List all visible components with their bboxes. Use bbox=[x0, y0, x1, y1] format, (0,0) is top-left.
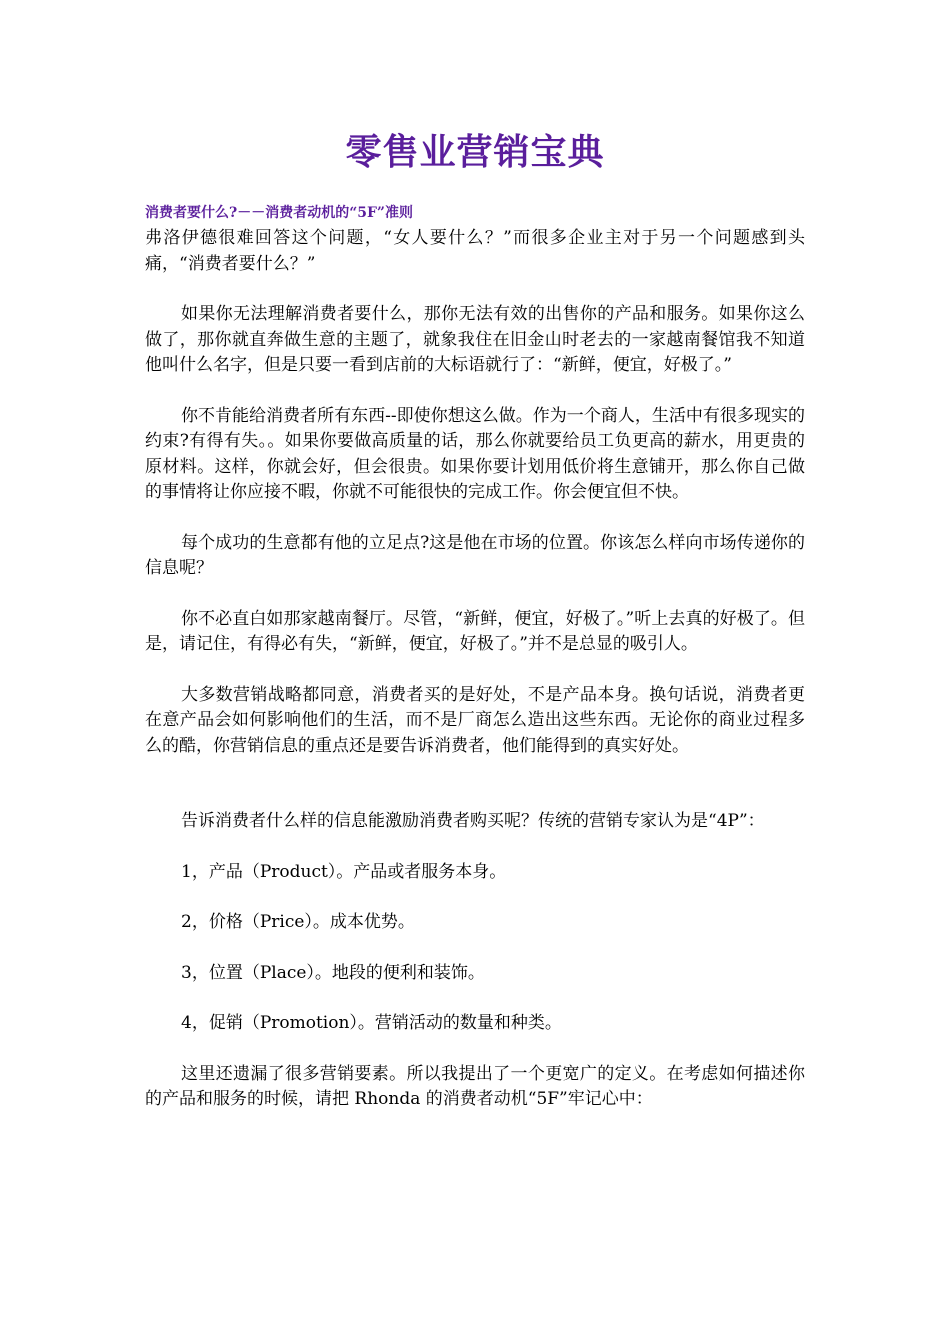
paragraph-5: 你不必直白如那家越南餐厅。尽管，“新鲜，便宜，好极了。”听上去真的好极了。但是，请记住，有得必有失，“新鲜，便宜，好极了。”并不是总显的吸引人。 bbox=[145, 608, 805, 654]
paragraph-8: 这里还遗漏了很多营销要素。所以我提出了一个更宽广的定义。在考虑如何描述你的产品和服务的时候，请把 Rhonda 的消费者动机“5F”牢记心中： bbox=[145, 1063, 805, 1109]
paragraph-4: 每个成功的生意都有他的立足点?这是他在市场的位置。你该怎么样向市场传递你的信息呢？ bbox=[145, 532, 805, 578]
document-title: 零售业营销宝典 bbox=[345, 131, 605, 173]
list-item-price: 2，价格（Price）。成本优势。 bbox=[181, 912, 415, 932]
paragraph-7: 告诉消费者什么样的信息能激励消费者购买呢？传统的营销专家认为是“4P”： bbox=[181, 811, 765, 831]
document-page bbox=[145, 0, 805, 1113]
list-item-place: 3，位置（Place）。地段的便利和装饰。 bbox=[181, 962, 485, 983]
section-heading: 消费者要什么?－－消费者动机的“5F”准则 bbox=[145, 205, 413, 221]
paragraph-2: 如果你无法理解消费者要什么，那你无法有效的出售你的产品和服务。如果你这么做了，那你就直奔做生意的主题了，就象我住在旧金山时老去的一家越南餐馆我不知道他叫什么名字，但是只要一看到店前的大标语就行了：“新鲜，便宜，好极了。” bbox=[145, 304, 805, 375]
paragraph-1: 弗洛伊德很难回答这个问题，“女人要什么？”而很多企业主对于另一个问题感到头痛，“消费者要什么？” bbox=[145, 228, 805, 274]
paragraph-6: 大多数营销战略都同意，消费者买的是好处，不是产品本身。换句话说，消费者更在意产品会如何影响他们的生活，而不是厂商怎么造出这些东西。无论你的商业过程多么的酷，你营销信息的重点还是要告诉消费者，他们能得到的真实好处。 bbox=[145, 684, 805, 756]
list-item-promotion: 4，促销（Promotion）。营销活动的数量和种类。 bbox=[181, 1013, 562, 1033]
list-item-product: 1，产品（Product）。产品或者服务本身。 bbox=[181, 861, 507, 882]
paragraph-3: 你不肯能给消费者所有东西--即使你想这么做。作为一个商人，生活中有很多现实的约束?有得有失。。如果你要做高质量的话，那么你就要给员工负更高的薪水，用更贵的原材料。这样，你就会好，但会很贵。如果你要计划用低价将生意铺开，那么你自己做的事情将让你应接不暇，你就不可能很快的完成工作。你会便宜但不快。 bbox=[145, 405, 805, 502]
